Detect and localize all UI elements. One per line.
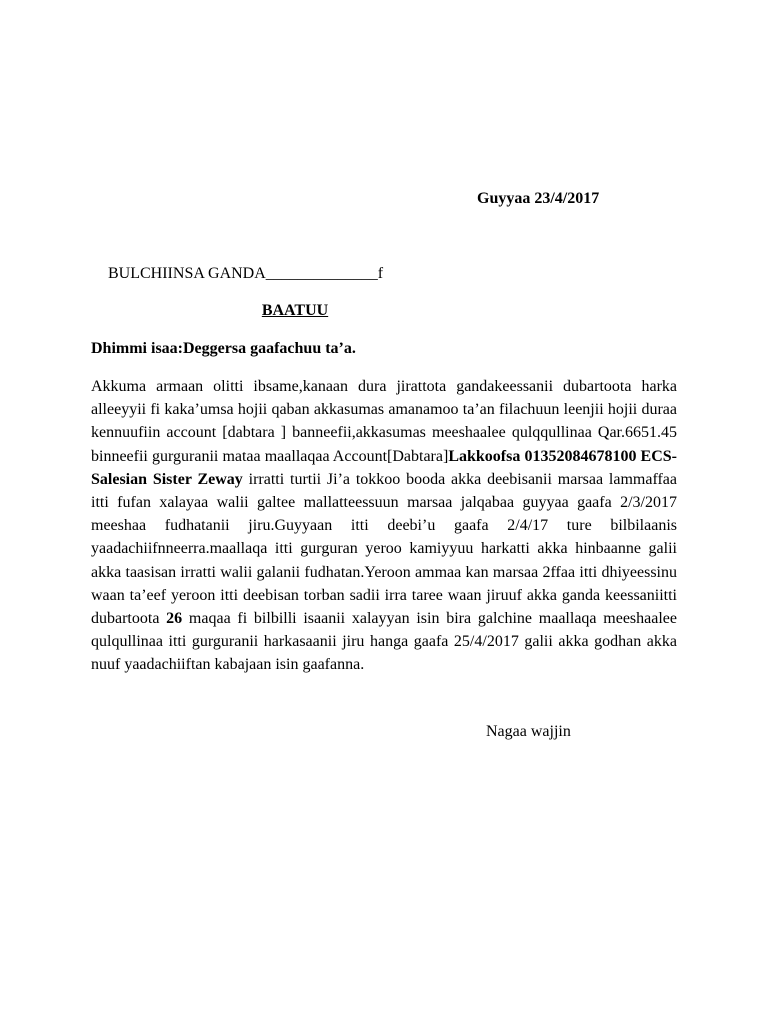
- women-count: 26: [166, 610, 183, 628]
- letter-body: [91, 375, 677, 677]
- account-number: Lakkoofsa 01352084678100 ECS-Salesian Sister Zeway: [91, 447, 678, 488]
- letter-title: BAATUU: [261, 302, 329, 319]
- letter-recipient: BULCHIINSA GANDA______________f: [108, 265, 384, 282]
- body-text-part-2: irratti turtii Ji’a tokkoo booda akka deebisanii marsaa lammaffaa itti fufan xalayaa walii galtee mallatteessuun marsaa jalqabaa guyyaa gaafa 2/3/2017 meeshaa fudhatanii jiru.Guyyaan itti deebi’u gaafa 2/4/17 ture bilbilaanis yaadachiifnneerra.maallaqa itti gurguran yeroo kamiyyuu harkatti akka hinbaanne galii akka taasisan irratti walii galanii fudhatan.Yeroon ammaa kan marsaa 2ffaa itti dhiyeessinu waan ta’eef yeroon itti deebisan torban sadii irra taree waan jiruuf akka ganda keessaniitti dubartoota: [91, 470, 678, 628]
- letter-date: Guyyaa 23/4/2017: [477, 190, 600, 207]
- letter-closing: Nagaa wajjin: [486, 723, 571, 740]
- letter-subject: Dhimmi isaa:Deggersa gaafachuu ta’a.: [91, 340, 356, 357]
- body-text-part-1: Akkuma armaan olitti ibsame,kanaan dura jirattota gandakeessanii dubartoota harka alleeyyii fi kaka’umsa hojii qaban akkasumas amanamoo ta’an filachuun leenjii hojii duraa kennuufiin account [dabtara ] banneefii,akkasumas meeshaalee qulqqullinaa Qar.6651.45 binneefii gurguranii mataa maallaqaa Account[Dabtara]: [91, 378, 677, 465]
- body-text-part-3: maqaa fi bilbilli isaanii xalayyan isin bira galchine maallaqa meeshaalee qulqullinaa itti gurguranii harkasaanii jiru hanga gaafa 25/4/2017 galii akka godhan akka nuuf yaadachiiftan kabajaan isin gaafanna.: [91, 610, 677, 674]
